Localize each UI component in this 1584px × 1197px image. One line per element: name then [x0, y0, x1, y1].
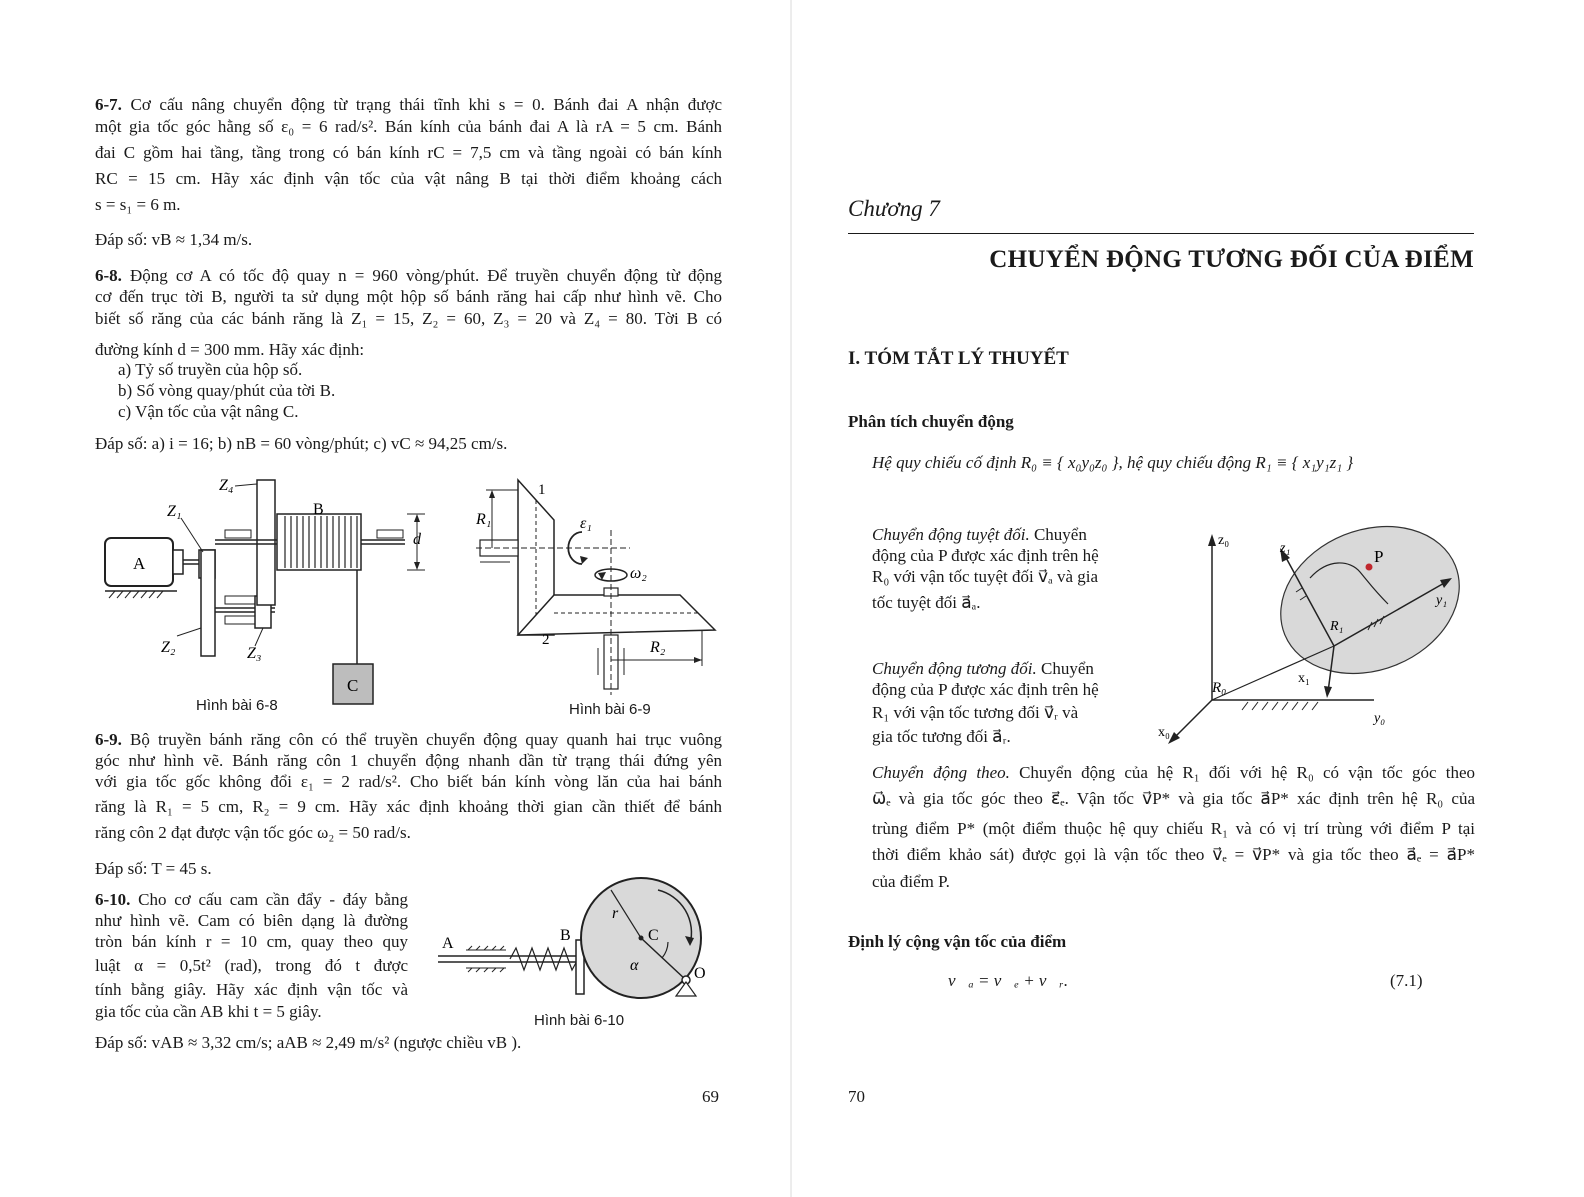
relative-motion-line: R₁ với vận tốc tương đối v⃗ᵣ và — [872, 703, 1079, 722]
chapter-rule — [848, 233, 1474, 234]
absolute-motion-line: động của P được xác định trên hệ — [872, 546, 1099, 565]
label-c: C — [347, 676, 359, 695]
problem-6-9-line: răng là R₁ = 5 cm, R₂ = 9 cm. Hãy xác định khoảng thời gian cần thiết để bánh — [95, 797, 722, 816]
problem-number: 6-7. — [95, 95, 122, 114]
figure-caption: Hình bài 6-10 — [534, 1012, 625, 1029]
figure-6-10 — [436, 872, 721, 1012]
transport-motion-line: trùng điểm P* (một điểm thuộc hệ quy chiếu R₁ và có vị trí trùng với điểm P tại — [872, 819, 1475, 838]
label-y1: y₁ — [1436, 593, 1448, 608]
chapter-title: CHUYỂN ĐỘNG TƯƠNG ĐỐI CỦA ĐIỂM — [989, 246, 1474, 273]
problem-6-8-line: đường kính d = 300 mm. Hãy xác định: — [95, 340, 365, 359]
page-number: 70 — [848, 1087, 865, 1106]
label-z1: Z₁ — [167, 503, 182, 520]
section-heading: I. TÓM TẮT LÝ THUYẾT — [848, 348, 1069, 369]
label-p: P — [1374, 547, 1384, 566]
problem-number: 6-9. — [95, 730, 122, 749]
gear-z2 — [201, 550, 215, 656]
point-p — [1366, 564, 1373, 571]
transport-motion-line: ω⃗ₑ và gia tốc góc theo ε⃗ₑ. Vận tốc v⃗P* và gia tốc a⃗P* xác định trên hệ R₀ của — [872, 789, 1475, 808]
relative-motion-line: động của P được xác định trên hệ — [872, 680, 1099, 699]
right-page — [792, 0, 1584, 1197]
list-item: c) Vận tốc của vật nâng C. — [118, 402, 299, 421]
label-omega2: ω₂ — [630, 565, 647, 582]
transport-motion-line: thời điểm khảo sát) được gọi là vận tốc theo v⃗ₑ = v⃗P* và gia tốc theo a⃗ₑ = a⃗P* — [872, 845, 1475, 864]
answer-6-10: Đáp số: vAB ≈ 3,32 cm/s; aAB ≈ 2,49 m/s² (ngược chiều vB ). — [95, 1033, 522, 1052]
label-x1: x₁ — [1298, 671, 1310, 686]
equation-7-1: v⃗ₐ = v⃗ₑ + v⃗ᵣ. — [948, 971, 1069, 990]
problem-6-9-line: góc như hình vẽ. Bánh răng côn 1 chuyển động nhanh dần từ trạng thái đứng yên — [95, 751, 722, 770]
problem-6-9-line: với gia tốc gốc không đổi ε₁ = 2 rad/s². Cho biết bán kính vòng lăn của hai bánh — [95, 772, 722, 791]
label-z0: z₀ — [1218, 533, 1230, 548]
problem-text: Bộ truyền bánh răng côn có thể truyền chuyển động quay quanh hai trục vuông — [130, 730, 722, 749]
label-b: B — [313, 501, 324, 518]
subsection-heading: Phân tích chuyển động — [848, 412, 1014, 431]
label-r1: R₁ — [476, 511, 492, 528]
answer-6-8: Đáp số: a) i = 16; b) nB = 60 vòng/phút; c) vC ≈ 94,25 cm/s. — [95, 434, 508, 453]
list-item: b) Số vòng quay/phút của tời B. — [118, 381, 336, 400]
label-z2: Z₂ — [161, 639, 176, 656]
label-a: A — [442, 935, 454, 952]
page-number: 69 — [702, 1087, 719, 1106]
label-r: r — [612, 905, 619, 922]
problem-6-7-line: RC = 15 cm. Hãy xác định vận tốc của vật nâng B tại thời điểm khoảng cách — [95, 169, 722, 188]
answer-6-7: Đáp số: vB ≈ 1,34 m/s. — [95, 230, 253, 249]
problem-number: 6-10. — [95, 890, 131, 909]
problem-number: 6-8. — [95, 266, 122, 285]
answer-6-9: Đáp số: T = 45 s. — [95, 859, 212, 878]
absolute-motion-line: R₀ với vận tốc tuyệt đối v⃗ₐ và gia — [872, 567, 1099, 586]
chapter-label: Chương 7 — [848, 196, 940, 221]
moving-body — [1258, 524, 1481, 699]
figure-caption: Hình bài 6-8 — [196, 697, 278, 714]
equation-number: (7.1) — [1390, 971, 1423, 990]
definition-text: Chuyển — [1036, 659, 1094, 678]
problem-6-7-line: một gia tốc góc hằng số ε₀ = 6 rad/s². Bán kính của bánh đai A là rA = 5 cm. Bánh — [95, 117, 722, 136]
problem-6-8-line: biết số răng của các bánh răng là Z₁ = 15, Z₂ = 60, Z₃ = 20 và Z₄ = 80. Tời B có — [95, 309, 722, 328]
definition-text: Chuyển động của hệ R₁ đối với hệ R₀ có vận tốc góc theo — [1009, 763, 1475, 782]
term: Chuyển động tuyệt đối. — [872, 525, 1030, 544]
label-z4: Z₄ — [219, 477, 234, 494]
label-z3: Z₃ — [247, 645, 262, 662]
problem-6-10-line: gia tốc của cần AB khi t = 5 giây. — [95, 1002, 322, 1021]
figure-6-8 — [95, 468, 455, 718]
left-page — [0, 0, 790, 1197]
problem-6-10-line: tròn bán kính r = 10 cm, quay theo quy — [95, 932, 408, 951]
label-c: C — [648, 927, 659, 944]
label-r1: R₁ — [1330, 619, 1344, 634]
label-y0: y₀ — [1374, 711, 1386, 726]
problem-text: Cơ cấu nâng chuyển động từ trạng thái tĩnh khi s = 0. Bánh đai A nhận được — [130, 95, 723, 114]
figure-reference-frames — [1152, 524, 1482, 744]
problem-6-10-line: luật α = 0,5t² (rad), trong đó t được — [95, 956, 408, 975]
problem-6-9-line: răng côn 2 đạt được vận tốc góc ω₂ = 50 rad/s. — [95, 823, 411, 842]
problem-6-7-line: s = s₁ = 6 m. — [95, 195, 181, 214]
problem-6-7-line: đai C gồm hai tầng, tầng trong có bán kính rC = 7,5 cm và tầng ngoài có bán kính — [95, 143, 722, 162]
label-o: O — [694, 965, 706, 982]
subsection-heading: Định lý cộng vận tốc của điểm — [848, 932, 1067, 951]
absolute-motion-line: tốc tuyệt đối a⃗ₐ. — [872, 593, 981, 612]
label-r0: R₀ — [1212, 680, 1227, 696]
winch-drum-b — [277, 514, 361, 570]
definition-text: Chuyển — [1029, 525, 1087, 544]
figure-caption: Hình bài 6-9 — [569, 701, 651, 718]
label-alpha: α — [630, 957, 639, 974]
label-b: B — [560, 927, 571, 944]
label-gear-1: 1 — [538, 482, 546, 498]
label-gear-2: 2 — [542, 632, 550, 648]
problem-6-10-line: như hình vẽ. Cam có biên dạng là đường — [95, 911, 408, 930]
label-z1: z₁ — [1280, 541, 1291, 556]
figure-6-9 — [470, 470, 730, 700]
problem-6-10-line: tính bằng giây. Hãy xác định vận tốc và — [95, 980, 408, 999]
problem-6-8-line: cơ đến trục tời B, người ta sử dụng một hộp số bánh răng hai cấp như hình vẽ. Cho — [95, 287, 722, 306]
label-epsilon1: ε₁ — [580, 515, 592, 532]
label-a: A — [133, 554, 146, 573]
term: Chuyển động tương đối. — [872, 659, 1037, 678]
problem-text: Cho cơ cấu cam cần đẩy - đáy bằng — [138, 890, 409, 909]
problem-text: Động cơ A có tốc độ quay n = 960 vòng/phút. Để truyền chuyển động từ động — [130, 266, 723, 285]
relative-motion-line: gia tốc tương đối a⃗ᵣ. — [872, 727, 1011, 746]
list-item: a) Tỷ số truyền của hộp số. — [118, 360, 303, 379]
frames-definition: Hệ quy chiếu cố định R₀ ≡ { x₀y₀z₀ }, hệ quy chiếu động R₁ ≡ { x₁y₁z₁ } — [872, 453, 1354, 472]
term: Chuyển động theo. — [872, 763, 1010, 782]
transport-motion-line: của điểm P. — [872, 872, 950, 891]
gear-z4 — [257, 480, 275, 605]
label-r2: R₂ — [650, 639, 666, 656]
label-d: d — [413, 531, 421, 548]
label-x0: x₀ — [1158, 725, 1170, 740]
